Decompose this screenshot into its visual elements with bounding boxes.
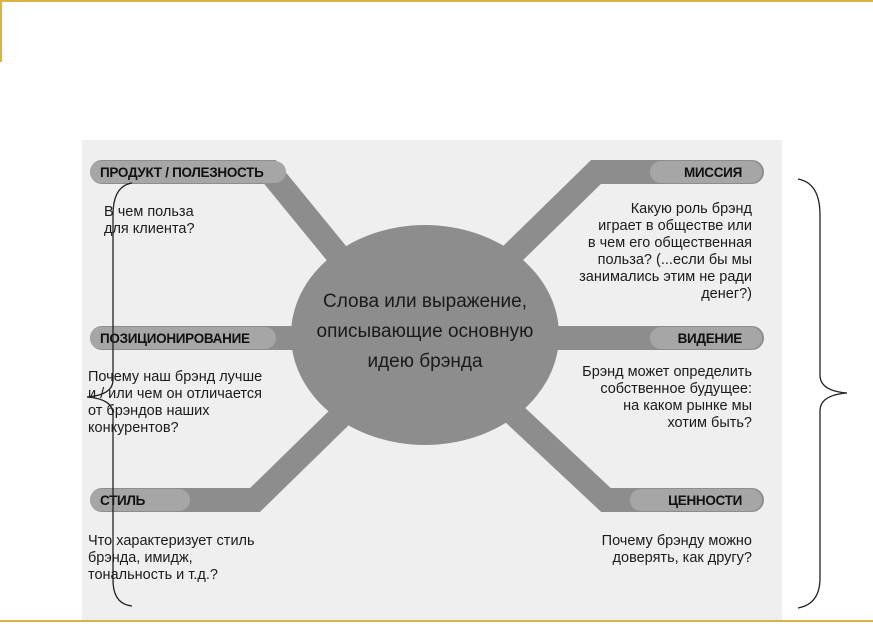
style-question-line-1: Что характеризует стиль: [88, 533, 255, 549]
positioning-question-line-3: от брэндов наших: [88, 403, 210, 419]
slide-bottom-rule: [0, 620, 873, 622]
label-vision: ВИДЕНИЕ: [677, 331, 742, 346]
mission-question-line-4: польза? (...если бы мы: [597, 252, 752, 268]
vision-question-line-2: собственное будущее:: [600, 381, 752, 397]
positioning-question-line-2: и / или чем он отличается: [88, 386, 262, 402]
center-line-2: описывающие основную: [316, 321, 534, 342]
style-question-line-2: брэнда, имидж,: [88, 550, 193, 566]
mission-question-line-5: занимались этим не ради: [579, 269, 752, 285]
mission-question-line-2: играет в обществе или: [598, 218, 752, 234]
vision-question-line-4: хотим быть?: [667, 415, 752, 431]
label-mission: МИССИЯ: [683, 165, 742, 180]
center-line-3: идею брэнда: [367, 351, 483, 372]
positioning-question-line-1: Почему наш брэнд лучше: [88, 369, 263, 385]
vision-question-line-1: Брэнд может определить: [582, 364, 752, 380]
mission-question-line-6: денег?): [701, 286, 752, 302]
product-question-line-2: для клиента?: [104, 221, 195, 237]
label-product: ПРОДУКТ / ПОЛЕЗНОСТЬ: [100, 165, 264, 180]
vision-question-line-3: на каком рынке мы: [623, 398, 752, 414]
right-curly-bracket: [798, 179, 847, 608]
mission-question-line-1: Какую роль брэнд: [630, 201, 752, 217]
values-question-line-2: доверять, как другу?: [612, 550, 752, 566]
product-question-line-1: В чем польза: [104, 204, 194, 220]
mission-question-line-3: в чем его общественная: [587, 235, 752, 251]
values-question-line-1: Почему брэнду можно: [601, 533, 752, 549]
style-question-line-3: тональность и т.д.?: [88, 567, 218, 583]
label-positioning: ПОЗИЦИОНИРОВАНИЕ: [100, 331, 250, 346]
center-line-1: Слова или выражение,: [322, 291, 528, 312]
label-style: СТИЛЬ: [100, 493, 146, 508]
positioning-question-line-4: конкурентов?: [88, 420, 179, 436]
label-values: ЦЕННОСТИ: [668, 493, 742, 508]
